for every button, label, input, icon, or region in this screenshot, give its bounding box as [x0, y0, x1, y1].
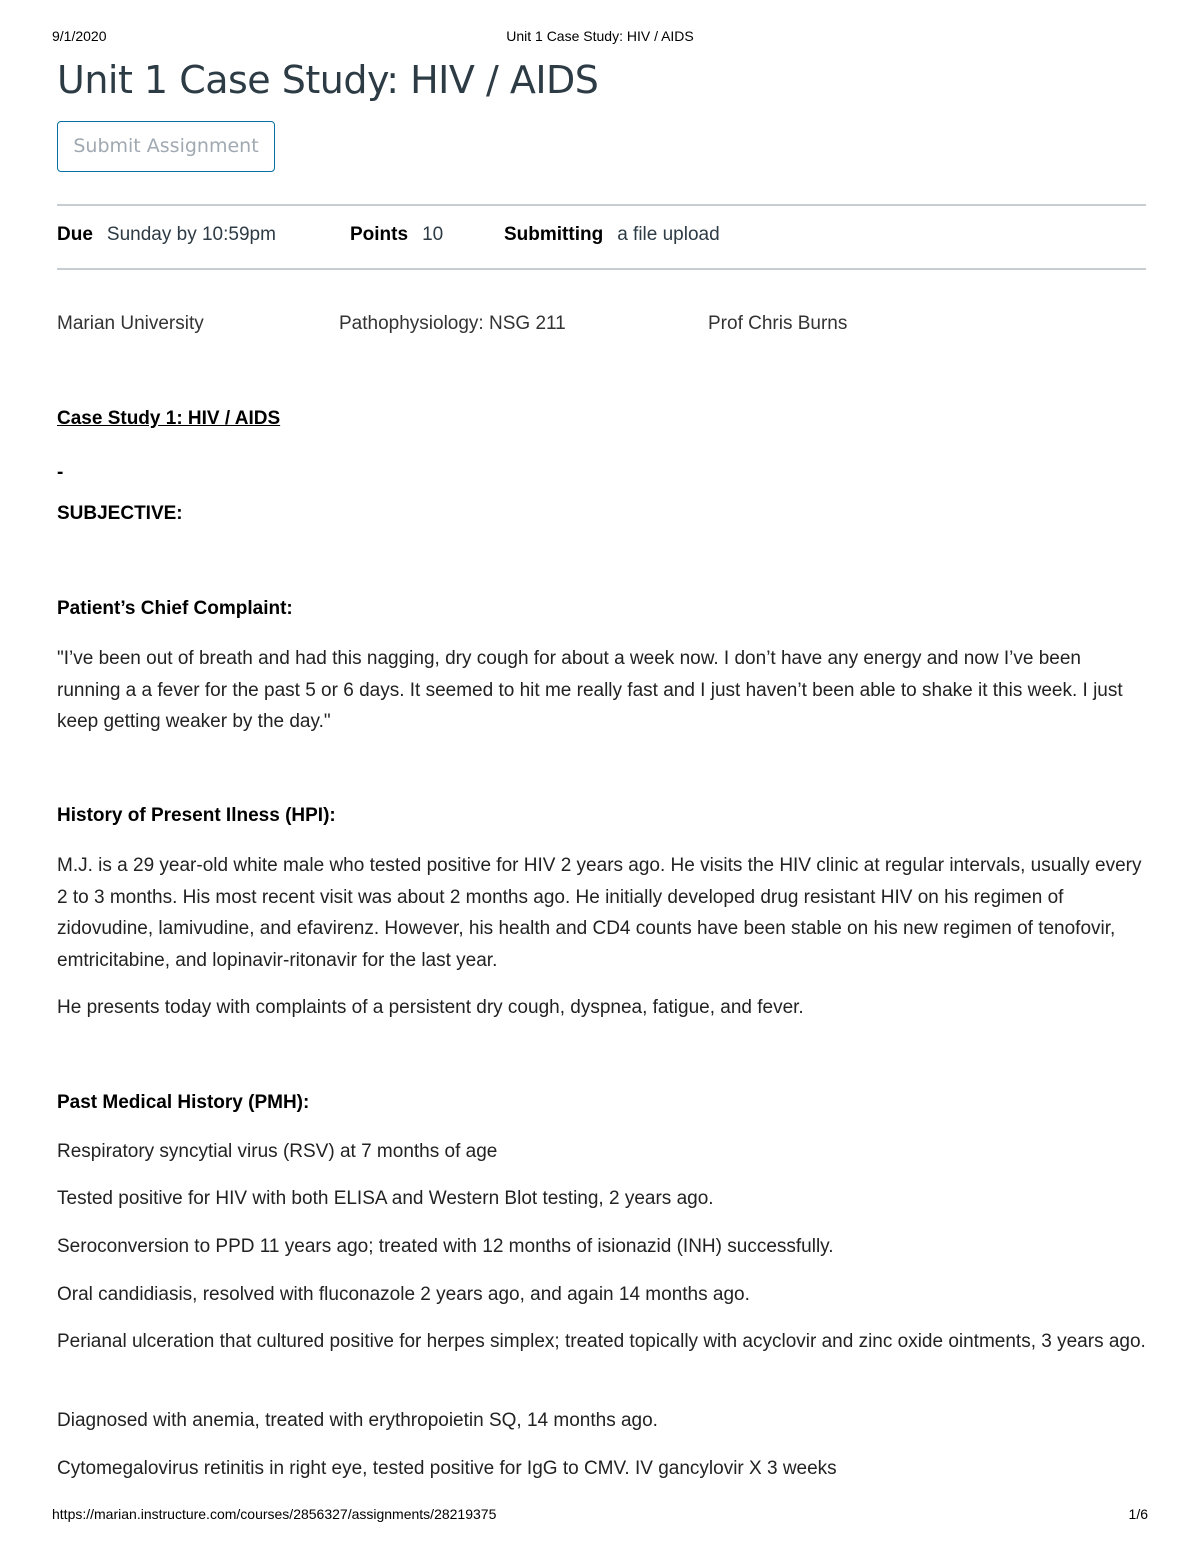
pmh-item [57, 1405, 1147, 1437]
due-label: Due [57, 224, 93, 245]
submitting-group [504, 224, 720, 246]
pmh-item [57, 1326, 1147, 1358]
points-label: Points [350, 224, 409, 245]
hpi-text-2 [57, 992, 1147, 1024]
pmh-item-text: Oral candidiasis, resolved with fluconazole 2 years ago, and again 14 months ago. [57, 1284, 750, 1305]
course-name: Pathophysiology: NSG 211 [339, 313, 566, 334]
hpi-heading: History of Present Ilness (HPI): [57, 805, 336, 826]
submit-assignment-button[interactable]: Submit Assignment [57, 121, 275, 172]
pmh-heading: Past Medical History (PMH): [57, 1092, 310, 1113]
pmh-item-text: Respiratory syncytial virus (RSV) at 7 months of age [57, 1141, 498, 1162]
hpi-paragraph: He presents today with complaints of a persistent dry cough, dyspnea, fatigue, and fever. [57, 997, 804, 1018]
pmh-item-text: Seroconversion to PPD 11 years ago; treated with 12 months of isionazid (INH) successfully. [57, 1236, 834, 1257]
pmh-item [57, 1231, 1147, 1263]
submitting-label: Submitting [504, 224, 604, 245]
case-title: Case Study 1: HIV / AIDS [57, 408, 281, 429]
chief-complaint-paragraph: "I’ve been out of breath and had this nagging, dry cough for about a week now. I don’t have any energy and now I’ve been running a a fever for the past 5 or 6 days. It seemed to hit me really fast and I just haven’t been able to shake it this week. I just keep getting weaker by the day." [57, 648, 1123, 732]
pmh-item [57, 1136, 1147, 1168]
print-date: 9/1/2020 [52, 28, 107, 44]
points-group [350, 224, 504, 246]
pmh-item-text: Tested positive for HIV with both ELISA and Western Blot testing, 2 years ago. [57, 1188, 714, 1209]
dash-separator: - [57, 462, 64, 483]
subjective-heading: SUBJECTIVE: [57, 503, 183, 524]
school-name: Marian University [57, 313, 204, 334]
due-group [57, 224, 350, 246]
divider [57, 204, 1146, 206]
page-url[interactable]: https://marian.instructure.com/courses/2856327/assignments/28219375 [52, 1506, 497, 1522]
assignment-details [57, 224, 720, 246]
print-doc-title: Unit 1 Case Study: HIV / AIDS [506, 28, 694, 44]
print-footer [52, 1506, 1148, 1526]
hpi-text [57, 850, 1147, 976]
hpi-paragraph: M.J. is a 29 year-old white male who tested positive for HIV 2 years ago. He visits the HIV clinic at regular intervals, usually every 2 to 3 months. His most recent visit was about 2 months ago. He initially developed drug resistant HIV on his regimen of zidovudine, lamivudine, and efavirenz. However, his health and CD4 counts have been stable on his new regimen of tenofovir, emtricitabine, and lopinavir-ritonavir for the last year. [57, 855, 1142, 971]
submitting-value: a file upload [617, 224, 720, 245]
pmh-item-text: Diagnosed with anemia, treated with erythropoietin SQ, 14 months ago. [57, 1410, 658, 1431]
pmh-item [57, 1279, 1147, 1311]
pmh-item [57, 1453, 1147, 1485]
pmh-item-text: Cytomegalovirus retinitis in right eye, tested positive for IgG to CMV. IV gancylovir X 3 weeks [57, 1458, 837, 1479]
page-number: 1/6 [1128, 1506, 1148, 1522]
points-value: 10 [422, 224, 444, 245]
divider [57, 268, 1146, 270]
chief-complaint-text [57, 643, 1147, 738]
pmh-item [57, 1183, 1147, 1215]
pmh-item-text: Perianal ulceration that cultured positive for herpes simplex; treated topically with acyclovir and zinc oxide ointments, 3 years ago. [57, 1331, 1146, 1352]
chief-complaint-heading: Patient’s Chief Complaint: [57, 598, 293, 619]
page-title: Unit 1 Case Study: HIV / AIDS [57, 58, 599, 102]
professor-name: Prof Chris Burns [708, 313, 848, 334]
print-header [52, 28, 1148, 48]
due-value: Sunday by 10:59pm [106, 224, 276, 245]
